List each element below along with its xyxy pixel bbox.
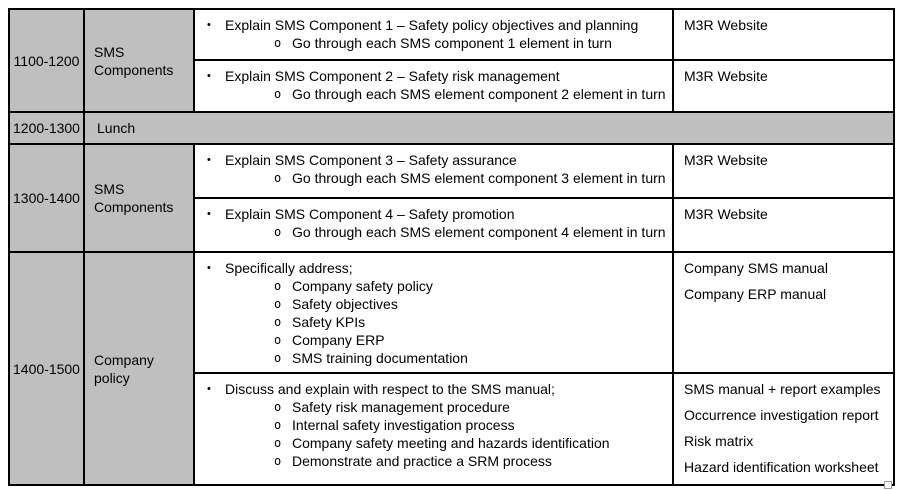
- bullet-text: Explain SMS Component 4 – Safety promotion: [225, 206, 515, 222]
- session-topic-cell: Company policy: [84, 252, 194, 485]
- bullet-icon: •: [207, 208, 211, 220]
- session-time-cell: 1200-1300: [9, 112, 84, 144]
- sub-bullet-item: [274, 85, 672, 103]
- sub-bullet-text: Go through each SMS element component 4 element in turn: [292, 224, 666, 240]
- sub-bullet-item: [274, 313, 672, 331]
- bullet-item: [207, 380, 672, 398]
- bullet-item: [207, 67, 672, 85]
- circle-bullet-icon: o: [274, 418, 282, 432]
- sub-bullet-text: Internal safety investigation process: [292, 417, 515, 433]
- resource-text: M3R Website: [684, 68, 768, 84]
- bullet-item: [207, 16, 672, 34]
- resource-text: Occurrence investigation report: [684, 407, 879, 423]
- resources-cell: [673, 9, 894, 60]
- objectives-cell: [194, 252, 673, 373]
- sub-bullet-text: Company ERP: [292, 332, 385, 348]
- session-topic-cell: SMS Components: [84, 9, 194, 112]
- session-time-cell: 1300-1400: [9, 144, 84, 252]
- bullet-icon: •: [207, 19, 211, 31]
- bullet-icon: •: [207, 70, 211, 82]
- sub-bullet-text: Safety KPIs: [292, 314, 366, 330]
- objectives-cell: [194, 144, 673, 198]
- objectives-cell: [194, 373, 673, 485]
- resources-cell: [673, 60, 894, 112]
- resource-text: Hazard identification worksheet: [684, 459, 879, 475]
- resources-cell: [673, 198, 894, 252]
- bullet-text: Specifically address;: [225, 260, 353, 276]
- session-time-cell: 1400-1500: [9, 252, 84, 485]
- sub-bullet-text: Go through each SMS element component 3 element in turn: [292, 170, 666, 186]
- objectives-cell: [194, 60, 673, 112]
- objectives-cell: [194, 198, 673, 252]
- circle-bullet-icon: o: [274, 297, 282, 311]
- objectives-cell: [194, 9, 673, 60]
- sub-bullet-item: [274, 434, 672, 452]
- resources-cell: [673, 373, 894, 485]
- bullet-icon: •: [207, 383, 211, 395]
- sub-bullet-item: [274, 277, 672, 295]
- circle-bullet-icon: o: [274, 351, 282, 365]
- circle-bullet-icon: o: [274, 36, 282, 50]
- resource-text: SMS manual + report examples: [684, 381, 881, 397]
- sub-bullet-text: Company safety meeting and hazards identification: [292, 435, 610, 451]
- sub-bullet-item: [274, 452, 672, 470]
- resources-cell: [673, 252, 894, 373]
- sub-bullet-text: Go through each SMS component 1 element in turn: [292, 35, 612, 51]
- sub-bullet-item: [274, 34, 672, 52]
- resource-text: Company ERP manual: [684, 286, 827, 302]
- session-topic-cell: SMS Components: [84, 144, 194, 252]
- bullet-text: Explain SMS Component 1 – Safety policy objectives and planning: [225, 17, 639, 33]
- bullet-icon: •: [207, 154, 211, 166]
- sub-bullet-item: [274, 223, 672, 241]
- session-time-cell: 1100-1200: [9, 9, 84, 112]
- bullet-text: Discuss and explain with respect to the SMS manual;: [225, 381, 555, 397]
- sub-bullet-text: Safety risk management procedure: [292, 399, 510, 415]
- circle-bullet-icon: o: [274, 315, 282, 329]
- bullet-item: [207, 151, 672, 169]
- lunch-cell: Lunch: [84, 112, 894, 144]
- sub-bullet-text: Company safety policy: [292, 278, 433, 294]
- sub-bullet-text: Demonstrate and practice a SRM process: [292, 453, 552, 469]
- bullet-item: [207, 205, 672, 223]
- resource-text: M3R Website: [684, 152, 768, 168]
- sub-bullet-item: [274, 331, 672, 349]
- circle-bullet-icon: o: [274, 87, 282, 101]
- sub-bullet-item: [274, 349, 672, 367]
- resource-text: M3R Website: [684, 206, 768, 222]
- sub-bullet-text: Go through each SMS element component 2 element in turn: [292, 86, 666, 102]
- sub-bullet-item: [274, 295, 672, 313]
- table-resize-handle[interactable]: [884, 481, 892, 489]
- sub-bullet-text: SMS training documentation: [292, 350, 468, 366]
- circle-bullet-icon: o: [274, 454, 282, 468]
- sub-bullet-item: [274, 416, 672, 434]
- circle-bullet-icon: o: [274, 171, 282, 185]
- circle-bullet-icon: o: [274, 279, 282, 293]
- bullet-text: Explain SMS Component 3 – Safety assurance: [225, 152, 517, 168]
- sub-bullet-item: [274, 169, 672, 187]
- circle-bullet-icon: o: [274, 436, 282, 450]
- bullet-icon: •: [207, 262, 211, 274]
- bullet-item: [207, 259, 672, 277]
- resource-text: Risk matrix: [684, 433, 754, 449]
- resource-text: M3R Website: [684, 17, 768, 33]
- circle-bullet-icon: o: [274, 400, 282, 414]
- sub-bullet-item: [274, 398, 672, 416]
- sub-bullet-text: Safety objectives: [292, 296, 398, 312]
- training-agenda-table: [8, 8, 895, 486]
- circle-bullet-icon: o: [274, 225, 282, 239]
- resource-text: Company SMS manual: [684, 260, 828, 276]
- bullet-text: Explain SMS Component 2 – Safety risk management: [225, 68, 560, 84]
- circle-bullet-icon: o: [274, 333, 282, 347]
- resources-cell: [673, 144, 894, 198]
